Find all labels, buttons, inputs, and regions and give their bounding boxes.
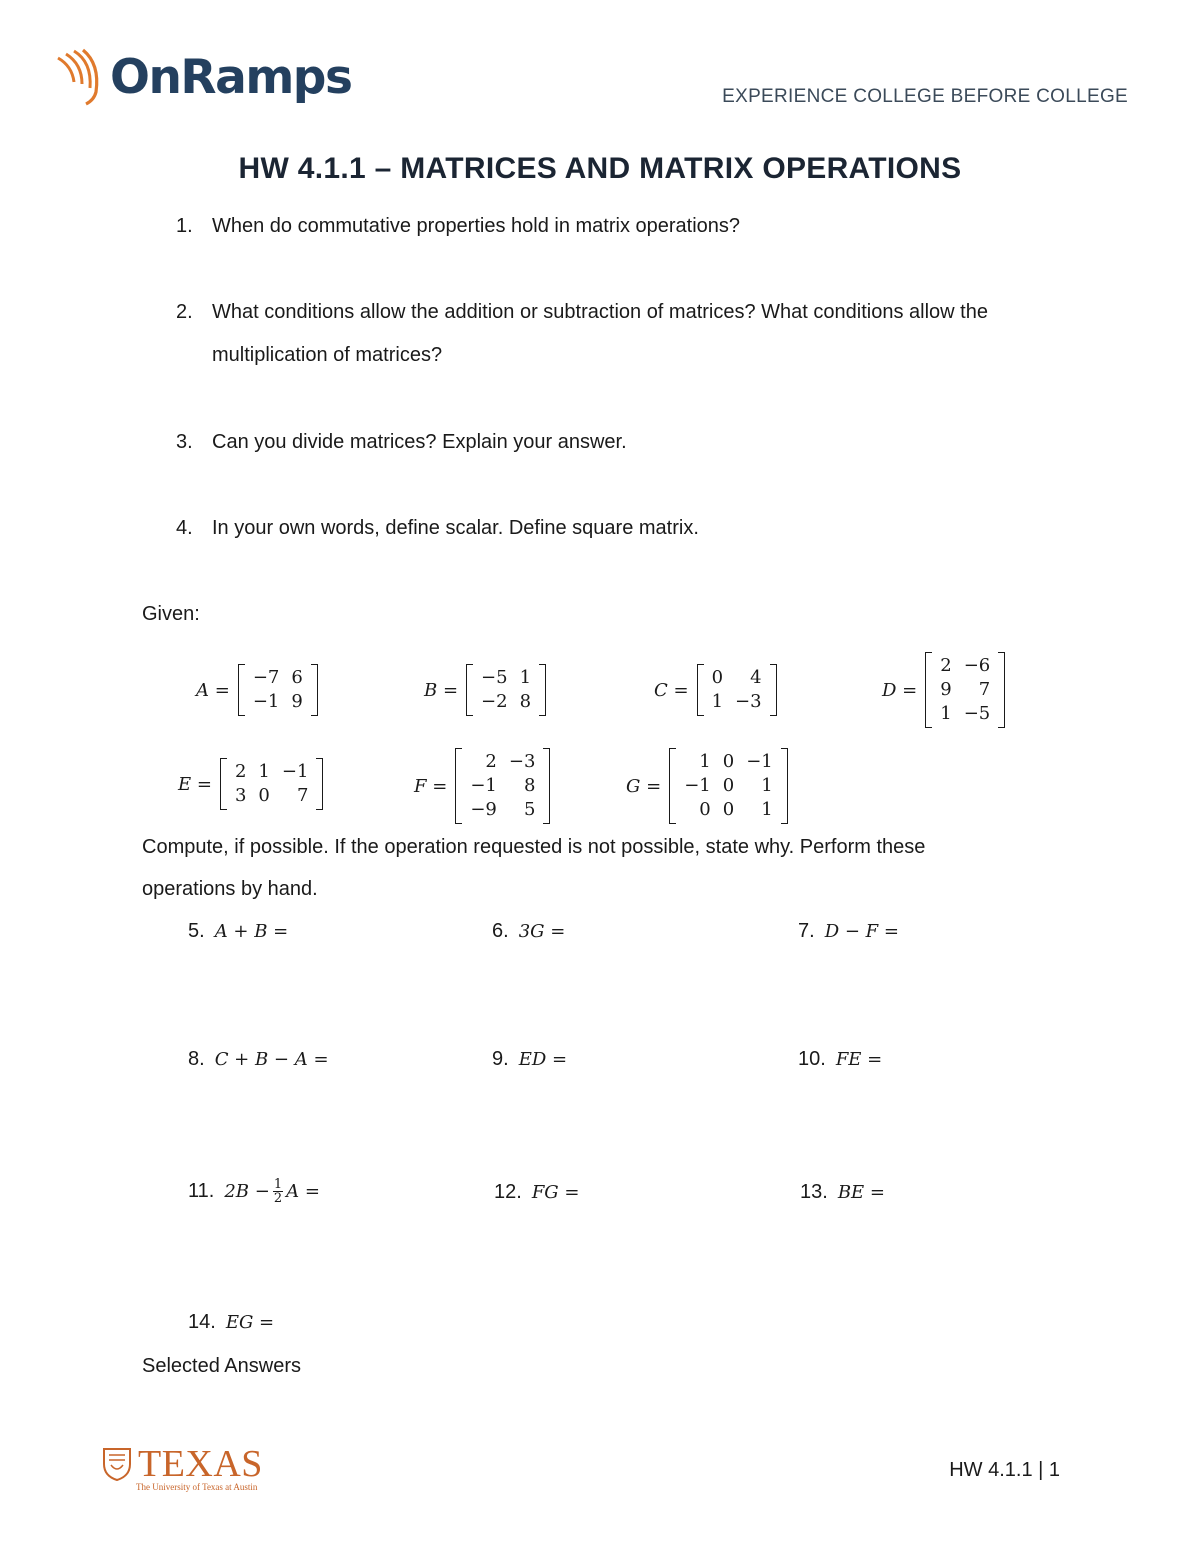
problem-6 <box>492 920 565 943</box>
matrix-cell: 0 <box>722 751 735 772</box>
problem-expression: C + B − A = <box>214 1049 329 1070</box>
problem-7 <box>798 920 899 943</box>
question-4 <box>176 516 699 540</box>
matrix-c-grid <box>697 666 777 714</box>
matrix-cell: −3 <box>735 691 762 712</box>
question-number: 1. <box>176 215 193 237</box>
ut-shield-icon <box>102 1446 132 1482</box>
matrix-cell: −3 <box>508 751 536 772</box>
matrix-cell: 1 <box>699 751 711 772</box>
matrix-cell: 2 <box>485 751 497 772</box>
matrix-cell: −2 <box>481 691 508 712</box>
matrix-cell: −1 <box>470 775 497 796</box>
matrix-cell: 0 <box>711 667 724 688</box>
question-text: What conditions allow the addition or subtraction of matrices? What conditions allow the <box>212 301 988 323</box>
matrix-d: D = 2 −6 9 7 1 −5 <box>882 654 1005 726</box>
matrix-cell: 6 <box>291 667 303 688</box>
matrix-cell: 4 <box>750 667 762 688</box>
tagline: EXPERIENCE COLLEGE BEFORE COLLEGE <box>722 86 1128 107</box>
matrix-cell: 2 <box>234 761 247 782</box>
matrix-d-grid <box>925 654 1005 726</box>
problem-number: 13. <box>800 1181 828 1203</box>
onramps-logo <box>52 48 351 108</box>
matrix-f-grid <box>455 750 550 822</box>
selected-answers-label: Selected Answers <box>142 1355 301 1377</box>
matrix-label: D <box>882 679 897 701</box>
problem-expression: ED = <box>518 1049 568 1070</box>
problem-expression: 2B − <box>224 1181 270 1202</box>
matrix-cell: 9 <box>291 691 303 712</box>
matrix-a-grid <box>238 666 318 714</box>
matrix-a: A = −7 6 −1 9 <box>196 666 318 714</box>
given-label: Given: <box>142 603 200 625</box>
question-number: 2. <box>176 301 193 323</box>
matrix-cell: 0 <box>722 799 735 820</box>
matrix-cell: −5 <box>481 667 508 688</box>
fraction-denominator: 2 <box>273 1191 283 1206</box>
page-number-footer: HW 4.1.1 | 1 <box>949 1459 1060 1481</box>
problem-expression-rest: A = <box>286 1181 320 1202</box>
problem-expression: D − F = <box>824 921 899 942</box>
question-3 <box>176 430 627 454</box>
matrix-cell: 1 <box>761 799 773 820</box>
problem-number: 7. <box>798 920 815 942</box>
matrix-label: C <box>654 679 668 701</box>
matrix-cell: 2 <box>940 655 952 676</box>
matrix-cell: −5 <box>963 703 991 724</box>
matrix-cell: −1 <box>252 691 280 712</box>
instructions-line-1: Compute, if possible. If the operation requested is not possible, state why. Perform these <box>142 836 926 858</box>
problem-number: 14. <box>188 1311 216 1333</box>
problem-number: 5. <box>188 920 205 942</box>
problem-expression: EG = <box>225 1312 275 1333</box>
problem-14 <box>188 1311 274 1334</box>
matrix-cell: 8 <box>523 775 536 796</box>
problem-expression: FE = <box>835 1049 883 1070</box>
problem-number: 8. <box>188 1048 205 1070</box>
matrix-cell: 0 <box>722 775 735 796</box>
fraction <box>273 1178 283 1205</box>
matrix-cell: 3 <box>234 785 247 806</box>
question-text: Can you divide matrices? Explain your answer. <box>212 431 627 453</box>
matrix-cell: 1 <box>940 703 952 724</box>
matrix-g: G = 1 0 −1 −1 0 1 0 0 1 <box>626 750 788 822</box>
question-text: In your own words, define scalar. Define square matrix. <box>212 517 699 539</box>
problem-number: 6. <box>492 920 509 942</box>
question-2-continued: multiplication of matrices? <box>212 344 443 366</box>
question-2 <box>176 300 988 324</box>
matrix-cell: 1 <box>258 761 270 782</box>
problem-expression: FG = <box>531 1182 580 1203</box>
matrix-label: E <box>178 773 192 795</box>
question-number: 4. <box>176 517 193 539</box>
matrix-cell: −7 <box>252 667 280 688</box>
matrix-cell: 7 <box>978 679 991 700</box>
matrix-cell: 0 <box>258 785 270 806</box>
instructions-line-2: operations by hand. <box>142 878 318 900</box>
question-1 <box>176 214 740 238</box>
problem-expression: A + B = <box>214 921 289 942</box>
question-number: 3. <box>176 431 193 453</box>
matrix-cell: 5 <box>523 799 536 820</box>
problem-expression: BE = <box>837 1182 885 1203</box>
matrix-cell: 1 <box>761 775 773 796</box>
problem-12 <box>494 1181 579 1204</box>
logo-text: OnRamps <box>110 50 352 105</box>
matrix-e: E = 2 1 −1 3 0 7 <box>178 760 323 808</box>
matrix-cell: −1 <box>746 751 773 772</box>
problem-number: 10. <box>798 1048 826 1070</box>
texas-subtitle: The University of Texas at Austin <box>136 1482 258 1492</box>
matrix-cell: −9 <box>470 799 497 820</box>
matrix-cell: 7 <box>296 785 309 806</box>
page-title: HW 4.1.1 – MATRICES AND MATRIX OPERATIONS <box>238 152 962 185</box>
matrix-e-grid <box>220 760 323 808</box>
problem-expression: 3G = <box>518 921 566 942</box>
matrix-label: A <box>196 679 209 701</box>
matrix-cell: 9 <box>940 679 952 700</box>
problem-9 <box>492 1048 567 1071</box>
matrix-cell: −1 <box>281 761 309 782</box>
ut-texas-logo <box>102 1443 263 1485</box>
problem-13 <box>800 1181 885 1204</box>
matrix-label: F <box>414 775 427 797</box>
problem-10 <box>798 1048 882 1071</box>
problem-number: 12. <box>494 1181 522 1203</box>
matrix-b: B = −5 1 −2 8 <box>424 666 546 714</box>
matrix-cell: −1 <box>684 775 711 796</box>
matrix-b-grid <box>466 666 546 714</box>
problem-5 <box>188 920 288 943</box>
matrix-cell: 8 <box>519 691 532 712</box>
matrix-g-grid <box>669 750 788 822</box>
matrix-c: C = 0 4 1 −3 <box>654 666 777 714</box>
question-text: When do commutative properties hold in matrix operations? <box>212 215 741 237</box>
matrix-cell: 1 <box>519 667 532 688</box>
matrix-label: B <box>424 679 438 701</box>
fraction-numerator: 1 <box>273 1177 283 1192</box>
problem-8 <box>188 1048 329 1071</box>
problem-number: 11. <box>188 1180 215 1202</box>
matrix-cell: 0 <box>699 799 711 820</box>
matrix-f: F = 2 −3 −1 8 −9 5 <box>414 750 550 822</box>
matrix-cell: −6 <box>963 655 991 676</box>
problem-11 <box>188 1178 320 1205</box>
problem-number: 9. <box>492 1048 509 1070</box>
onramps-ramp-icon <box>52 48 104 108</box>
matrix-cell: 1 <box>711 691 724 712</box>
matrix-label: G <box>626 775 641 797</box>
texas-wordmark: TEXAS <box>138 1443 263 1485</box>
